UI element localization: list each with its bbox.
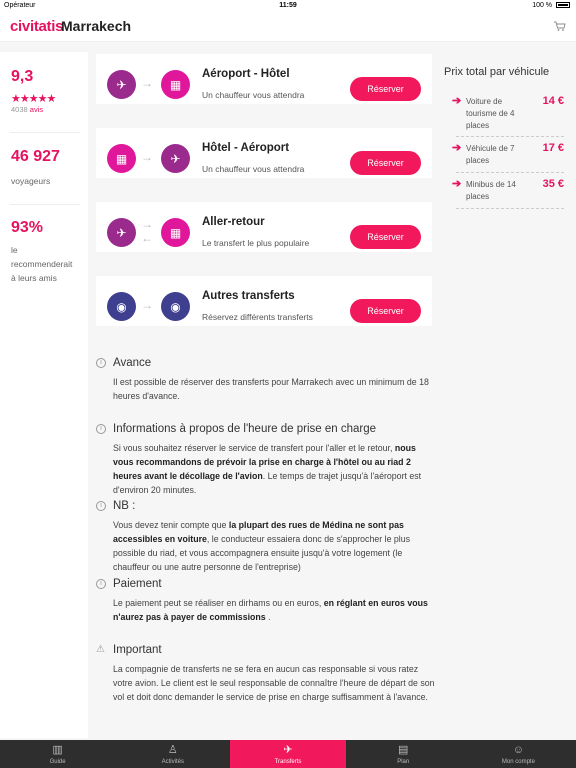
clock: 11:59 [279,2,297,9]
section-body [96,441,436,497]
tab-label: Mon compte [501,759,535,765]
tab-plan[interactable] [346,740,461,768]
price-panel [444,52,576,201]
info-icon: i [96,579,106,589]
price-label-line: places [466,121,490,130]
stats-panel [0,52,88,738]
battery-icon [556,2,570,8]
recommend-value: 93% [11,219,44,236]
bottom-tab-bar [0,740,576,768]
section-body: Il est possible de réserver des transferts pour Marrakech avec un minimum de 18 heures d'avance. [113,377,429,401]
section-title [96,357,436,369]
card-title: Hôtel - Aéroport [202,142,290,154]
divider [10,204,80,205]
section-avance [96,357,436,403]
price-value: 17 € [542,142,564,154]
tab-label: Guide [49,759,66,765]
arrow-right-icon: → [141,76,153,90]
reviews-count[interactable] [11,105,55,114]
travelers-value: 46 927 [11,148,60,165]
section-title [96,500,436,512]
price-label-line: places [466,156,490,165]
card-subtitle: Le transfert le plus populaire [202,238,310,248]
price-label-line: places [466,192,490,201]
price-separator [456,136,564,137]
price-label-line: Véhicule de 7 [466,144,515,153]
status-right [532,2,570,9]
card-title: Aller-retour [202,216,265,228]
price-label [466,143,526,167]
plane-icon: ✈ [107,70,136,99]
body-text: . [265,612,271,622]
card-title: Aéroport - Hôtel [202,68,290,80]
city-title: Marrakech [61,18,132,34]
recommend-label-1: le [11,245,18,255]
body-bold-text: nous vous recommandons de prévoir la prise en charge à l'hôtel ou au riad 2 heures avant le décollage de l'avion [113,443,416,481]
warning-icon: ⚠ [96,644,105,655]
section-title-text: Informations à propos de l'heure de prise en charge [113,423,377,435]
section-title-text: NB : [113,500,136,512]
price-label [466,179,526,203]
body-text: . Le temps de trajet jusqu'à l'aéroport est d'environ 20 minutes. [113,471,422,495]
section-payment [96,578,436,624]
arrow-right-icon: → [141,298,153,312]
info-icon: i [96,501,106,511]
carrier-label: Opérateur [4,2,36,9]
recommend-stat [11,219,72,285]
body-text: , le conducteur essaiera donc de s'approcher le plus possible du riad, et vous accompagnera ensuite jusqu'à votre logement (le chauffeur ou une autre personne de l'entreprise) [113,534,411,572]
body-text: Si vous souhaitez réserver le service de transfert pour l'aller et le retour, [113,443,395,453]
arrow-left-icon: ← [141,231,153,245]
plan-icon: ▤ [398,744,409,756]
cart-icon[interactable] [554,21,566,31]
plane-icon: ✈ [283,744,293,756]
section-body: La compagnie de transferts ne se fera en aucun cas responsable si vous ratez votre avion. Le client est le seul responsable de connaître l'heure de départ de son vol et doit donc demander le service de prise en charge suffisamment à l'avance. [113,664,435,702]
tab-label: Transferts [274,759,302,765]
price-value: 14 € [542,95,564,107]
rating-stat [11,68,55,114]
section-title [96,644,436,656]
tab-transfers[interactable] [230,740,345,768]
account-icon: ☺ [512,744,525,756]
arrow-right-icon: ➔ [452,142,462,154]
battery-percent: 100 % [532,2,553,9]
body-bold-text: la plupart des rues de Médina ne sont pas accessibles en voiture [113,520,404,544]
travelers-label: voyageurs [11,176,51,186]
travelers-stat [11,148,60,188]
info-icon: i [96,358,106,368]
section-important [96,644,436,704]
rating-stars: ★★★★★ [11,93,56,105]
tab-label: Activités [161,759,184,765]
arrow-right-icon: → [141,150,153,164]
section-title [96,423,436,435]
tab-activities[interactable] [115,740,230,768]
divider [10,132,80,133]
section-title-text: Paiement [113,578,162,590]
section-body [96,518,436,574]
civitatis-logo[interactable]: civitatis [10,18,64,35]
section-nb [96,500,436,574]
info-icon: i [96,424,106,434]
body-text: Le paiement peut se réaliser en dirhams ou en euros, [113,598,324,608]
section-pickup-info [96,423,436,497]
section-title [96,578,436,590]
card-subtitle: Un chauffeur vous attendra [202,164,305,174]
arrow-right-icon: ➔ [452,95,462,107]
transfer-card-airport-hotel[interactable] [96,54,432,104]
hotel-icon: ▦ [161,218,190,247]
transfer-card-other[interactable] [96,276,432,326]
body-text: Vous devez tenir compte que [113,520,229,530]
location-pin-icon: ◉ [161,292,190,321]
price-separator [456,172,564,173]
rating-value: 9,3 [11,68,34,85]
price-value: 35 € [542,178,564,190]
card-subtitle: Réservez différents transferts [202,312,313,322]
app-header [0,12,576,42]
price-label-line: Voiture de [466,97,503,106]
price-label [466,96,526,132]
reserve-button[interactable]: Réserver [350,299,421,323]
reserve-button[interactable]: Réserver [350,151,421,175]
reserve-button[interactable]: Réserver [350,225,421,249]
location-pin-icon: ◉ [107,292,136,321]
transfer-card-round-trip[interactable] [96,202,432,252]
plane-icon: ✈ [161,144,190,173]
reviews-number: 4038 [11,105,28,114]
price-label-line: tourisme de 4 [466,109,515,118]
tab-label: Plan [397,759,410,765]
recommend-label-2: recommenderait [11,259,73,269]
activities-icon: ♙ [167,744,178,756]
price-label-line: Minibus de 14 [466,180,516,189]
price-title: Prix total par véhicule [444,66,550,78]
map-icon: ▥ [52,744,63,756]
body-bold-text: en réglant en euros vous n'aurez pas à payer de commissions [113,598,428,622]
reserve-button[interactable]: Réserver [350,77,421,101]
recommend-label-3: à leurs amis [11,273,57,283]
price-separator [456,208,564,209]
hotel-icon: ▦ [107,144,136,173]
card-title: Autres transferts [202,290,295,302]
hotel-icon: ▦ [161,70,190,99]
plane-icon: ✈ [107,218,136,247]
section-title-text: Important [113,644,162,656]
transfer-card-hotel-airport[interactable] [96,128,432,178]
section-body [96,596,436,624]
card-subtitle: Un chauffeur vous attendra [202,90,305,100]
tab-guide[interactable] [0,740,115,768]
status-bar [0,0,576,12]
arrow-right-icon: → [141,217,153,231]
arrow-right-icon: ➔ [452,178,462,190]
section-title-text: Avance [113,357,152,369]
tab-account[interactable] [461,740,576,768]
reviews-label: avis [29,105,44,114]
